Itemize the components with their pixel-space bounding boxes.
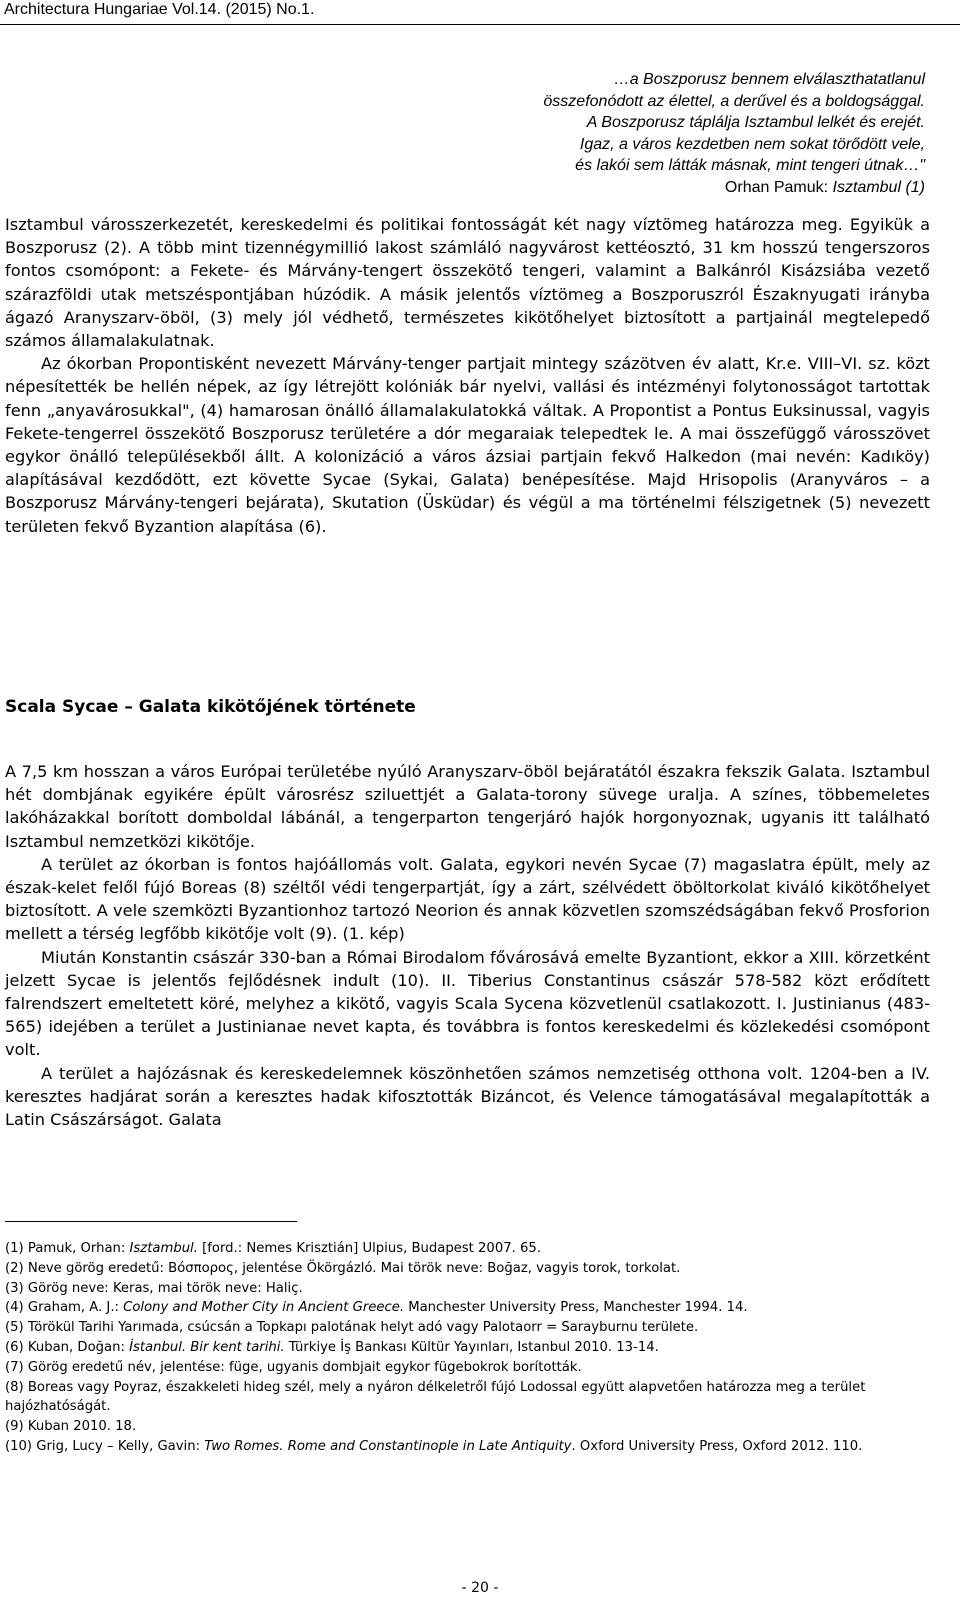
footnote [5, 1318, 930, 1338]
footnote-text: (1) Pamuk, Orhan: [5, 1241, 130, 1256]
footnote-text: (7) Görög eredetű név, jelentése: füge, ugyanis dombjait egykor fügebokrok borították. [5, 1359, 582, 1375]
paragraph: Isztambul városszerkezetét, kereskedelmi és politikai fontosságát két nagy víztömeg határozza meg. Egyikük a Boszporusz (2). A több mint tizennégymillió lakost számláló nagyvárost kettéosztó, 31 km hosszú tengerszoros fontos csomópont: a Fekete- és Márvány-tengert összekötő tengeri, valamint a Balkánról Kisázsiába vezető szárazföldi utak metszéspontjában húzódik. A másik jelentős víztömeg a Boszporuszról Északnyugati irányba ágazó Aranyszarv-öböl, (3) mely jól védhető, természetes kikötőhelyet biztosított a partjainál megtelepedő számos államalakulatnak. [5, 215, 930, 351]
footnote [5, 1279, 930, 1299]
epigraph [365, 69, 925, 198]
intro-text [5, 213, 930, 538]
footnote [5, 1239, 930, 1259]
paragraph: Miután Konstantin császár 330-ban a Római Birodalom fővárosává emelte Byzantiont, ekkor a XIII. körzetként jelzett Sycae is jelentős fejlődésnek indult (10). II. Tiberius Constantinus császár 578-582 közt erődített falrendszert emeltetett köré, melyhez a kikötő, vagyis Scala Sycena közvetlenül csatlakozott. I. Justinianus (483-565) idejében a terület a Justinianae nevet kapta, és továbbra is fontos kereskedelmi és közlekedési csomópont volt. [5, 947, 930, 1060]
footnote [5, 1358, 930, 1378]
footnote-separator [5, 1221, 297, 1222]
footnote-title: Colony and Mother City in Ancient Greece. [123, 1300, 405, 1316]
footnote [5, 1298, 930, 1318]
footnote-title: Isztambul. [129, 1241, 198, 1256]
footnote-text: (9) Kuban 2010. 18. [5, 1419, 137, 1435]
section-heading: Scala Sycae – Galata kikötőjének története [5, 697, 416, 717]
footnote [5, 1437, 930, 1457]
paragraph: Az ókorban Propontisként nevezett Márvány-tenger partjait mintegy százötven év alatt, Kr.e. VIII–VI. sz. közt népesítették be hellén népek, az így létrejött kolóniák bár nyelvi, vallási és intézményi folytonosságot tartottak fenn „anyavárosukkal", (4) hamarosan önálló államalakulatokká váltak. A Propontist a Pontus Euksinussal, vagyis Fekete-tengerrel összekötő Boszporusz területére a dór megaraiak telepedtek le. A mai összefüggő városszövet egykor önálló településekből állt. A kolonizáció a város ázsiai partjain fekvő Halkedon (mai nevén: Kadıköy) alapításával kezdődött, ezt követte Sycae (Sykai, Galata) benépesítése. Majd Hrisopolis (Aranyváros – a Boszporusz Márvány-tengeri bejárata), Skutation (Üsküdar) és végül a ma történelmi félszigetnek (5) nevezett területen fekvő Byzantion alapítása (6). [5, 354, 930, 536]
footnote [5, 1259, 930, 1279]
section-text [5, 760, 930, 1131]
epigraph-line: Igaz, a város kezdetben nem sokat törődött vele, [579, 135, 925, 153]
epigraph-line: összefonódott az élettel, a derűvel és a boldogsággal. [543, 92, 925, 110]
journal-title: Architectura Hungariae Vol.14. (2015) No.1. [4, 1, 315, 18]
footnote-text: Manchester University Press, Manchester 1994. 14. [404, 1300, 748, 1316]
footnote [5, 1417, 930, 1437]
footnote-text: (5) Törökül Tarihi Yarımada, csúcsán a Topkapı palotának helyt adó vagy Palotaorr = Sarayburnu területe. [5, 1320, 699, 1336]
footnote [5, 1338, 930, 1358]
footnote-text: (6) Kuban, Doğan: [5, 1339, 130, 1355]
footnote-text: (4) Graham, A. J.: [5, 1300, 124, 1316]
header-rule [0, 24, 960, 25]
running-header [0, 0, 960, 20]
footnote-text: [ford.: Nemes Krisztián] Ulpius, Budapest 2007. 65. [197, 1241, 541, 1256]
paragraph: A 7,5 km hosszan a város Európai területébe nyúló Aranyszarv-öböl bejáratától északra fekszik Galata. Isztambul hét dombjának egyikére épült városrész sziluettjét a Galata-torony süvege uralja. A színes, többemeletes lakóházakkal borított domboldal lábánál, a tengerparton tengerjáró hajók horgonyoznak, ugyanis itt található Isztambul nemzetközi kikötője. [5, 762, 930, 851]
footnote-title: Two Romes. Rome and Constantinople in Late Antiquity [204, 1438, 572, 1454]
footnote-title: İstanbul. Bir kent tarihi. [129, 1339, 285, 1355]
epigraph-line: A Boszporusz táplálja Isztambul lelkét és erejét. [586, 114, 925, 131]
footnote-text: . Oxford University Press, Oxford 2012. 110. [571, 1438, 863, 1454]
footnote-text: (10) Grig, Lucy – Kelly, Gavin: [5, 1438, 205, 1454]
footnote-text: (3) Görög neve: Keras, mai török neve: Haliç. [5, 1280, 303, 1296]
author-work: Isztambul (1) [832, 178, 925, 196]
epigraph-quote [365, 69, 925, 177]
footnote-text: (8) Boreas vagy Poyraz, északkeleti hideg szél, mely a nyáron délkeletről fújó Lodossal együtt alapvetően határozza meg a terület hajózhatóságát. [5, 1379, 866, 1415]
epigraph-line: és lakói sem látták másnak, mint tengeri útnak…" [575, 157, 925, 174]
footnote-text: (2) Neve görög eredetű: Βόσπορος, jelentése Ökörgázló. Mai török neve: Boğaz, vagyis torok, torkolat. [5, 1260, 681, 1276]
footnote-text: Türkiye İş Bankası Kültür Yayınları, Istanbul 2010. 13-14. [284, 1339, 659, 1355]
footnotes [5, 1239, 930, 1457]
epigraph-author [365, 177, 925, 199]
paragraph: A terület az ókorban is fontos hajóállomás volt. Galata, egykori nevén Sycae (7) magaslatra épült, mely az észak-kelet felől fújó Boreas (8) széltől védi tengerpartját, így a zárt, szélvédett öböltorkolat kiváló kikötőhelyet biztosított. A vele szemközti Byzantionhoz tartozó Neorion és annak közvetlen szomszédságában fekvő Prosforion mellett a térség legfőbb kikötője volt (9). (1. kép) [5, 854, 930, 944]
footnote [5, 1378, 930, 1418]
epigraph-line: …a Boszporusz bennem elválaszthatatlanul [613, 71, 925, 88]
author-name: Orhan Pamuk: [724, 178, 833, 196]
paragraph: A terület a hajózásnak és kereskedelemnek köszönhetően számos nemzetiség otthona volt. 1204-ben a IV. keresztes hadjárat során a keresztes hadak kifosztották Bizáncot, és Velence támogatásával megalapították a Latin Császárságot. Galata [5, 1063, 930, 1130]
page-number: - 20 - [461, 1580, 499, 1596]
